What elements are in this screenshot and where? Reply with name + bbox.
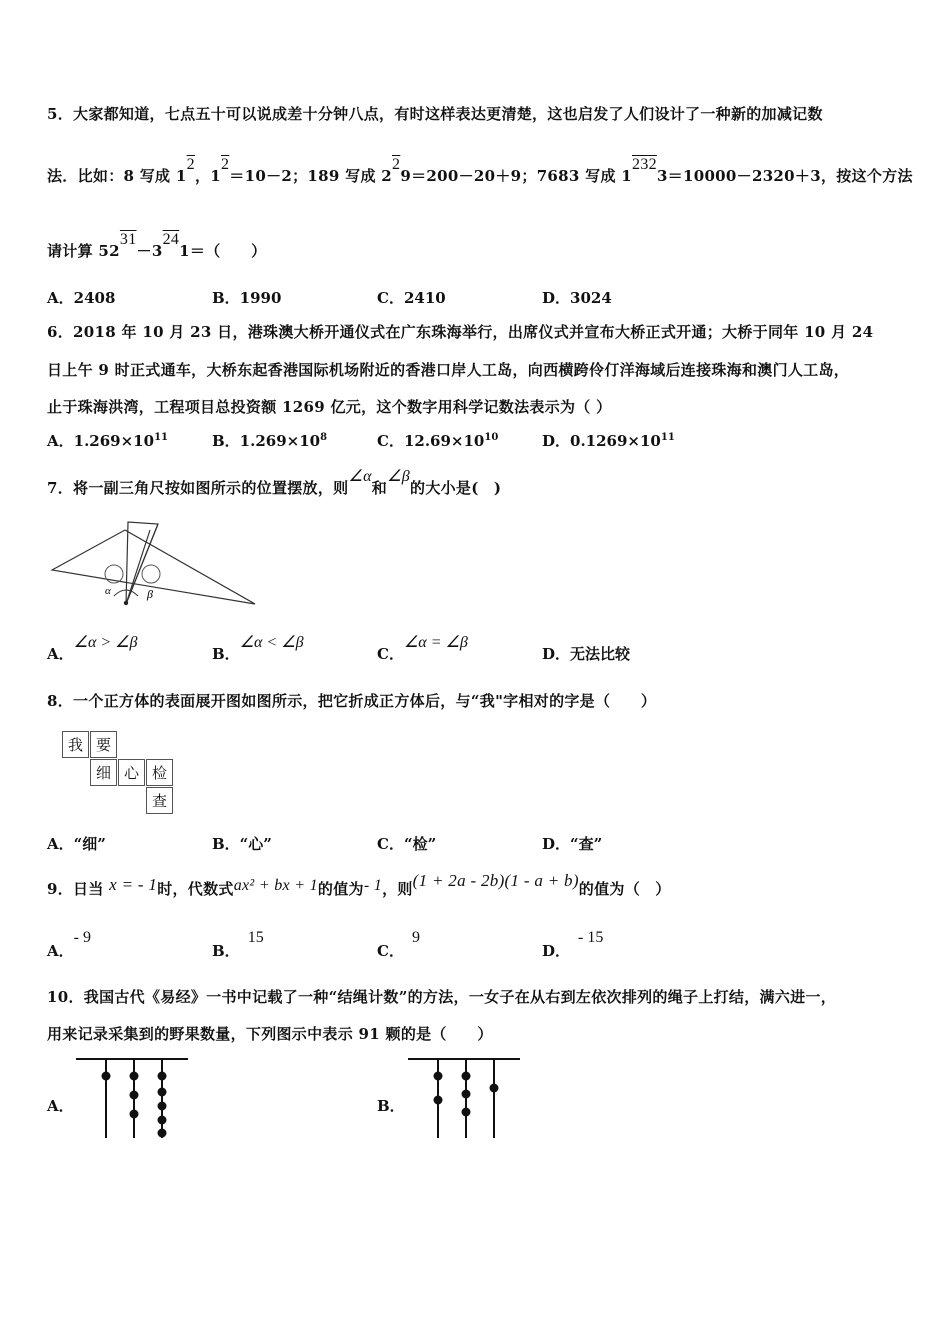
q9-expression2: (1 + 2a - 2b)(1 - a + b) — [412, 871, 579, 890]
q7-option-label: A． — [47, 645, 74, 663]
q10-option-b: B． — [377, 1097, 405, 1115]
q5-overline-digit: 2 — [392, 156, 401, 173]
q6-option-base: D．0.1269×10 — [542, 432, 661, 450]
q8-line1: 8．一个正方体的表面展开图如图所示，把它折成正方体后，与“我"字相对的字是（ ） — [47, 692, 657, 710]
net-cell: 检 — [146, 759, 173, 786]
q10-knot-figure-b — [406, 1056, 522, 1142]
q9-option-label: A． — [47, 942, 74, 960]
q9-line1 — [47, 871, 671, 899]
q5-text: 法．比如：8 写成 1 — [47, 167, 187, 185]
q6-option-d — [542, 430, 675, 451]
q9-expression: ax² + bx + 1 — [233, 877, 318, 894]
q9-text: 的值为 — [317, 880, 364, 898]
q5-overline-digit: 31 — [119, 231, 137, 248]
q5-line3 — [47, 231, 267, 261]
q6-option-exp: 11 — [660, 432, 675, 443]
q10-knot-figure-a — [74, 1056, 190, 1142]
q5-overline-digit: 2 — [220, 156, 230, 173]
q7-beta: ∠β — [387, 468, 411, 485]
q7-option-math: ∠α > ∠β — [73, 634, 138, 651]
q8-option-c: C．“检” — [377, 835, 437, 853]
q5-text: 1＝（ ） — [179, 242, 267, 260]
q9-option-a — [47, 929, 91, 961]
q5-overline-digit: 24 — [162, 231, 180, 248]
q9-option-b — [212, 929, 264, 961]
q7-option-math: ∠α = ∠β — [403, 634, 468, 651]
q9-text: 的值为（ ） — [578, 880, 671, 898]
q9-option-label: B． — [212, 942, 240, 960]
q5-text: ＝10－2；189 写成 2 — [229, 167, 393, 185]
q9-option-value: 9 — [411, 929, 420, 946]
q5-text: 9＝200－20＋9；7683 写成 1 — [400, 167, 633, 185]
q5-text: －3 — [136, 242, 163, 260]
q10-line1: 10．我国古代《易经》一书中记载了一种“结绳计数”的方法，一女子在从右到左依次排列的绳子上打结，满六进一， — [47, 988, 837, 1006]
q5-option-d: D．3024 — [542, 289, 612, 307]
q6-option-exp: 8 — [320, 432, 328, 443]
q9-option-value: - 9 — [73, 929, 91, 946]
net-cell: 细 — [90, 759, 117, 786]
q9-text: 9．日当 — [47, 880, 104, 898]
q5-option-a: A．2408 — [47, 289, 116, 307]
q6-line1: 6．2018 年 10 月 23 日，港珠澳大桥开通仪式在广东珠海举行，出席仪式并宣布大桥正式开通；大桥于同年 10 月 24 — [47, 323, 874, 341]
q5-overline-digit: 2 — [186, 156, 195, 173]
q7-option-math: 无法比较 — [570, 645, 631, 663]
q9-condition: x = - 1 — [109, 875, 158, 894]
q9-option-label: C． — [377, 942, 404, 960]
q6-line2: 日上午 9 时正式通车，大桥东起香港国际机场附近的香港口岸人工岛，向西横跨伶仃洋海域后连接珠海和澳门人工岛， — [47, 361, 850, 379]
net-cell: 我 — [62, 731, 89, 758]
q7-option-c — [377, 634, 468, 664]
q7-fig-alpha-label: α — [105, 585, 111, 597]
q5-text: ，1 — [194, 167, 221, 185]
q6-option-exp: 10 — [484, 432, 499, 443]
q7-option-b — [212, 634, 304, 664]
net-cell: 心 — [118, 759, 145, 786]
q10-line2: 用来记录采集到的野果数量，下列图示中表示 91 颗的是（ ） — [47, 1025, 493, 1043]
q7-text: 7．将一副三角尺按如图所示的位置摆放，则 — [47, 479, 349, 497]
q5-option-c: C．2410 — [377, 289, 446, 307]
q5-overline-digit: 232 — [632, 156, 657, 173]
q9-text: ，则 — [382, 880, 413, 898]
q8-option-b: B．“心” — [212, 835, 272, 853]
q7-option-math: ∠α < ∠β — [239, 634, 304, 651]
q9-value: - 1 — [363, 877, 383, 894]
q7-alpha: ∠α — [348, 468, 372, 485]
q7-option-a — [47, 634, 138, 664]
net-cell: 查 — [146, 787, 173, 814]
q6-option-base: B．1.269×10 — [212, 432, 321, 450]
q6-option-base: C．12.69×10 — [377, 432, 485, 450]
q9-option-value: 15 — [247, 929, 264, 946]
q8-option-a: A．“细” — [47, 835, 106, 853]
q9-option-value: - 15 — [578, 929, 604, 946]
q6-option-exp: 11 — [154, 432, 168, 443]
q5-line2 — [47, 156, 913, 186]
q5-text: 请计算 52 — [47, 242, 120, 260]
q7-option-d — [542, 643, 630, 664]
q5-text: 3＝10000－2320＋3，按这个方法 — [656, 167, 913, 185]
q7-option-label: B． — [212, 645, 240, 663]
q6-option-b — [212, 430, 327, 451]
q9-text: 时，代数式 — [157, 880, 234, 898]
q6-line3: 止于珠海洪湾，工程项目总投资额 1269 亿元，这个数字用科学记数法表示为（ ） — [47, 398, 612, 416]
q7-fig-beta-label: β — [147, 587, 153, 601]
q9-option-d — [542, 929, 604, 961]
q5-line1: 5．大家都知道，七点五十可以说成差十分钟八点，有时这样表达更清楚，这也启发了人们设计了一种新的加减记数 — [47, 105, 823, 123]
net-cell: 要 — [90, 731, 117, 758]
q9-option-label: D． — [542, 942, 571, 960]
q6-option-a — [47, 430, 168, 451]
q6-option-c — [377, 430, 498, 451]
q7-line1 — [47, 468, 502, 498]
q7-triangle-figure — [50, 522, 260, 612]
q6-option-base: A．1.269×10 — [47, 432, 155, 450]
q9-option-c — [377, 929, 420, 961]
q8-option-d: D．“查” — [542, 835, 603, 853]
q10-option-a: A． — [47, 1097, 74, 1115]
q7-text: 的大小是( ) — [410, 479, 502, 497]
q7-text: 和 — [371, 479, 388, 497]
q7-option-label: C． — [377, 645, 404, 663]
q5-option-b: B．1990 — [212, 289, 282, 307]
q7-option-label: D． — [542, 645, 571, 663]
